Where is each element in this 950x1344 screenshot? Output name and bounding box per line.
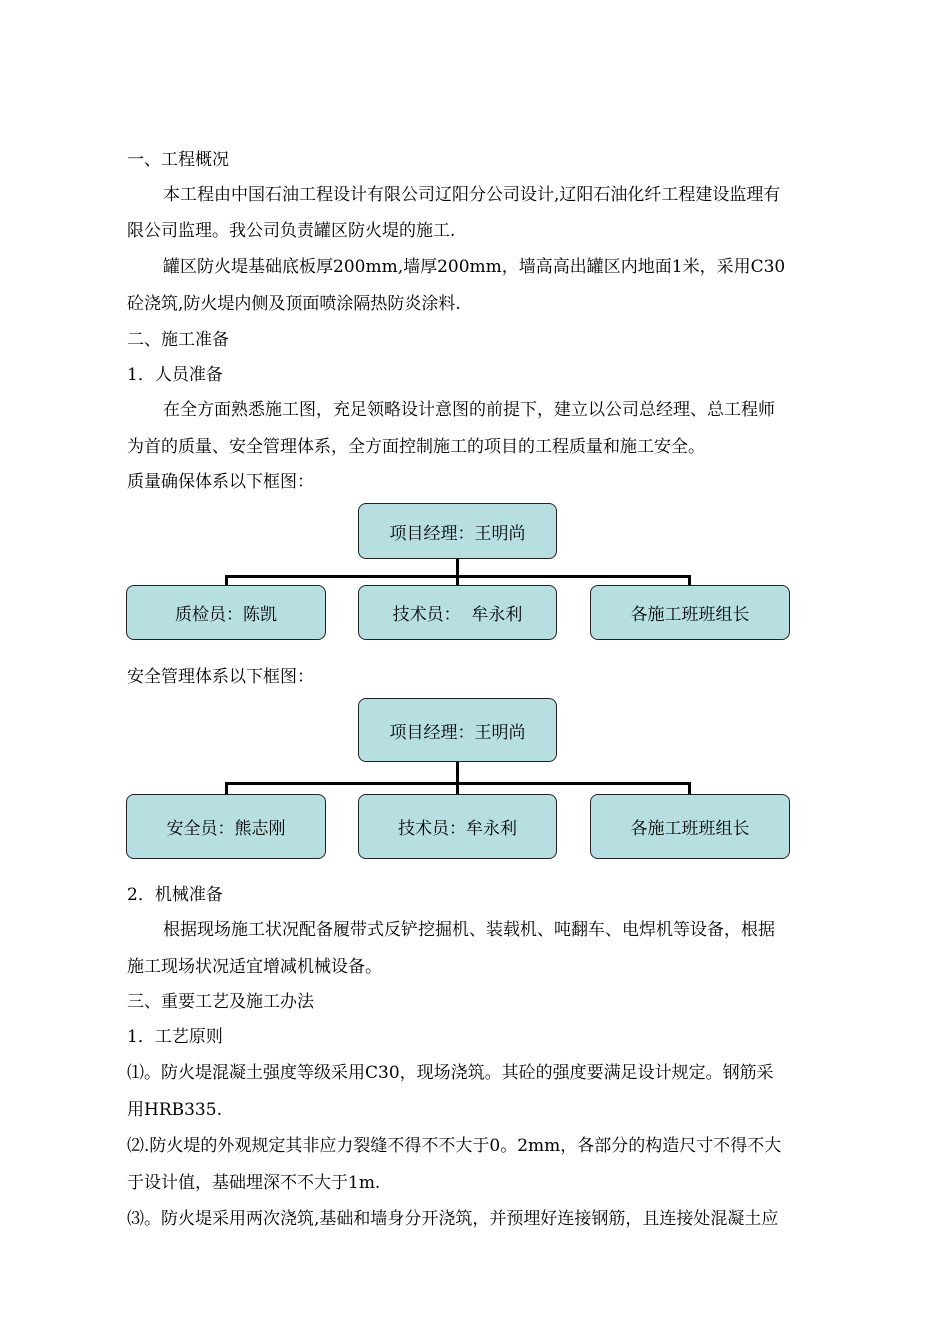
paragraph-3-line-1: 在全方面熟悉施工图，充足领略设计意图的前提下，建立以公司总经理、总工程师 (163, 400, 775, 420)
quality-chart-child-1: 质检员：陈凯 (126, 585, 326, 640)
safety-chart-child-3: 各施工班班组长 (590, 794, 790, 859)
paragraph-3-line-2: 为首的质量、安全管理体系，全方面控制施工的项目的工程质量和施工安全。 (127, 437, 705, 457)
paragraph-1-line-1: 本工程由中国石油工程设计有限公司辽阳分公司设计,辽阳石油化纤工程建设监理有 (163, 185, 781, 205)
paragraph-4-line-1: 根据现场施工状况配备履带式反铲挖掘机、装载机、吨翻车、电焊机等设备，根据 (163, 920, 775, 940)
safety-chart-stem (456, 762, 459, 783)
paragraph-2-line-2: 砼浇筑,防火堤内侧及顶面喷涂隔热防炎涂料. (127, 294, 461, 314)
safety-chart-top-box: 项目经理：王明尚 (358, 698, 557, 762)
paragraph-4-line-2: 施工现场状况适宜增减机械设备。 (127, 957, 382, 977)
safety-chart-child-2: 技术员：牟永利 (358, 794, 557, 859)
quality-chart-stem (456, 559, 459, 576)
paragraph-1-line-2: 限公司监理。我公司负责罐区防火堤的施工. (127, 221, 456, 241)
safety-chart-child-1: 安全员：熊志刚 (126, 794, 326, 859)
paragraph-2-line-1: 罐区防火堤基础底板厚200mm,墙厚200mm，墙高高出罐区内地面1米，采用C30 (163, 257, 786, 277)
quality-chart-top-box: 项目经理：王明尚 (358, 503, 557, 559)
subsection-2-1-heading: 1．人员准备 (127, 365, 223, 385)
section-2-heading: 二、施工准备 (127, 330, 229, 350)
item-2-line-2: 于设计值，基础埋深不不大于1m. (127, 1173, 381, 1193)
item-1-line-2: 用HRB335. (127, 1100, 222, 1120)
quality-chart-child-3: 各施工班班组长 (590, 585, 790, 640)
section-1-heading: 一、工程概况 (127, 150, 229, 170)
subsection-3-1-heading: 1．工艺原则 (127, 1027, 223, 1047)
subsection-2-2-heading: 2．机械准备 (127, 885, 223, 905)
item-3-line-1: ⑶。防火堤采用两次浇筑,基础和墙身分开浇筑，并预埋好连接钢筋，且连接处混凝土应 (127, 1209, 779, 1229)
item-2-line-1: ⑵.防火堤的外观规定其非应力裂缝不得不不大于0。2mm，各部分的构造尺寸不得不大 (127, 1136, 782, 1156)
item-1-line-1: ⑴。防火堤混凝土强度等级采用C30，现场浇筑。其砼的强度要满足设计规定。钢筋采 (127, 1063, 774, 1083)
section-3-heading: 三、重要工艺及施工办法 (127, 992, 314, 1012)
quality-chart-child-2: 技术员： 牟永利 (358, 585, 557, 640)
quality-chart-caption: 质量确保体系以下框图： (127, 472, 314, 492)
safety-chart-caption: 安全管理体系以下框图： (127, 667, 314, 687)
